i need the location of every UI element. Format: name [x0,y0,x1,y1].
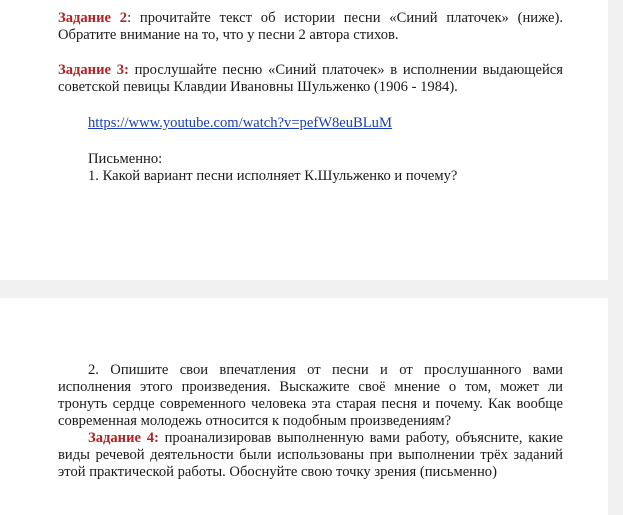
question-2-paragraph: 2. Опишите свои впечатления от песни и от прослушанного вами исполнения этого произведения. Выскажите своё мнение о том, может ли тронуть сердце современного человека эта старая песня и почему. Как вообще современная молодежь относится к подобным произведениям? [58,362,563,429]
youtube-link[interactable]: https://www.youtube.com/watch?v=pefW8euBLuM [88,115,392,131]
task-3-paragraph [58,62,563,96]
task-2-paragraph [58,10,563,44]
task-4-paragraph [58,430,563,481]
written-label: Письменно: [88,151,163,167]
task-3-label: Задание 3: [58,62,129,78]
task-4-text: проанализировав выполненную вами работу, объясните, какие виды речевой деятельности были использованы при выполнении трёх заданий этой практической работы. Обоснуйте свою точку зрения (письменно) [58,430,563,480]
question-1: 1. Какой вариант песни исполняет К.Шульженко и почему? [88,168,458,184]
task-4-label: Задание 4: [88,430,159,446]
task-3-text: прослушайте песню «Синий платочек» в исполнении выдающейся советской певицы Клавдии Ивановны Шульженко (1906 - 1984). [58,62,564,95]
task-2-label: Задание 2 [58,10,128,26]
document-page-2 [0,298,608,515]
task-2-text: : прочитайте текст об истории песни «Синий платочек» (ниже). Обратите внимание на то, что у песни 2 автора стихов. [58,10,563,43]
